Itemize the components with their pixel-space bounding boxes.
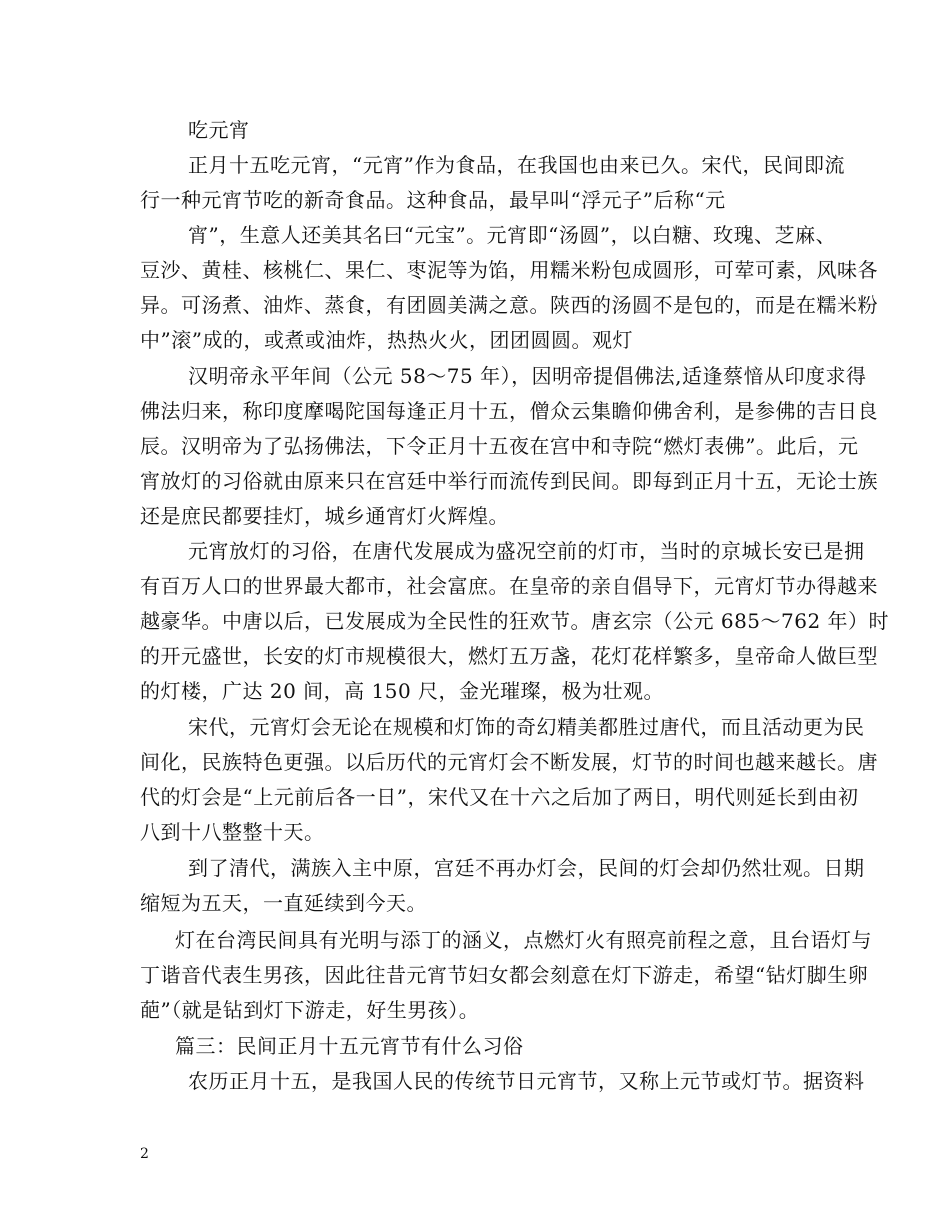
paragraph-line: 宵放灯的习俗就由原来只在宫廷中举行而流传到民间。即每到正月十五，无论士族 xyxy=(140,469,878,493)
paragraph-line: 八到十八整整十天。 xyxy=(140,820,325,844)
paragraph-line: 葩”（就是钻到灯下游走，好生男孩）。 xyxy=(140,998,480,1022)
paragraph-line: 中”滚”成的，或煮或油炸，热热火火，团团圆圆。观灯 xyxy=(140,328,633,352)
paragraph-line: 缩短为五天，一直延续到今天。 xyxy=(140,891,427,915)
paragraph-line: 农历正月十五，是我国人民的传统节日元宵节，又称上元节或灯节。据资料 xyxy=(188,1069,865,1093)
paragraph-line: 辰。汉明帝为了弘扬佛法，下令正月十五夜在宫中和寺院“燃灯表佛”。此后，元 xyxy=(140,434,859,458)
paragraph-line: 灯在台湾民间具有光明与添丁的涵义，点燃灯火有照亮前程之意，且台语灯与 xyxy=(175,928,872,952)
page-number: 2 xyxy=(140,1146,149,1162)
section-heading-part-three: 篇三：民间正月十五元宵节有什么习俗 xyxy=(175,1034,524,1058)
paragraph-line: 豆沙、黄桂、核桃仁、果仁、枣泥等为馅，用糯米粉包成圆形，可荤可素，风味各 xyxy=(140,258,878,282)
paragraph-line: 到了清代，满族入主中原，宫廷不再办灯会，民间的灯会却仍然壮观。日期 xyxy=(188,856,865,880)
paragraph-line: 的开元盛世，长安的灯市规模很大，燃灯五万盏，花灯花样繁多，皇帝命人做巨型 xyxy=(140,644,878,668)
paragraph-line: 丁谐音代表生男孩，因此往昔元宵节妇女都会刻意在灯下游走，希望“钻灯脚生卵 xyxy=(140,963,869,987)
paragraph-line: 佛法归来，称印度摩喝陀国每逢正月十五，僧众云集瞻仰佛舍利，是参佛的吉日良 xyxy=(140,399,878,423)
paragraph-line: 越豪华。中唐以后，已发展成为全民性的狂欢节。唐玄宗（公元 685～762 年）时 xyxy=(140,609,890,633)
paragraph-line: 的灯楼，广达 20 间，高 150 尺，金光璀璨，极为壮观。 xyxy=(140,679,665,703)
paragraph-line: 正月十五吃元宵，“元宵”作为食品，在我国也由来已久。宋代，民间即流 xyxy=(188,153,845,177)
paragraph-line: 异。可汤煮、油炸、蒸食，有团圆美满之意。陕西的汤圆不是包的，而是在糯米粉 xyxy=(140,293,878,317)
paragraph-line: 元宵放灯的习俗，在唐代发展成为盛况空前的灯市，当时的京城长安已是拥 xyxy=(188,539,865,563)
paragraph-line: 行一种元宵节吃的新奇食品。这种食品，最早叫“浮元子”后称“元 xyxy=(140,188,726,212)
paragraph-line: 宵”，生意人还美其名曰“元宝”。元宵即“汤圆”，以白糖、玫瑰、芝麻、 xyxy=(188,223,837,247)
paragraph-line: 还是庶民都要挂灯，城乡通宵灯火辉煌。 xyxy=(140,504,509,528)
paragraph-line: 间化，民族特色更强。以后历代的元宵灯会不断发展，灯节的时间也越来越长。唐 xyxy=(140,750,878,774)
paragraph-line: 有百万人口的世界最大都市，社会富庶。在皇帝的亲自倡导下，元宵灯节办得越来 xyxy=(140,574,878,598)
paragraph-line: 汉明帝永平年间（公元 58～75 年），因明帝提倡佛法,适逢蔡愔从印度求得 xyxy=(188,364,867,388)
paragraph-line: 代的灯会是“上元前后各一日”，宋代又在十六之后加了两日，明代则延长到由初 xyxy=(140,785,859,809)
paragraph-line: 宋代，元宵灯会无论在规模和灯饰的奇幻精美都胜过唐代，而且活动更为民 xyxy=(188,715,865,739)
section-heading-eat-yuanxiao: 吃元宵 xyxy=(188,118,250,142)
